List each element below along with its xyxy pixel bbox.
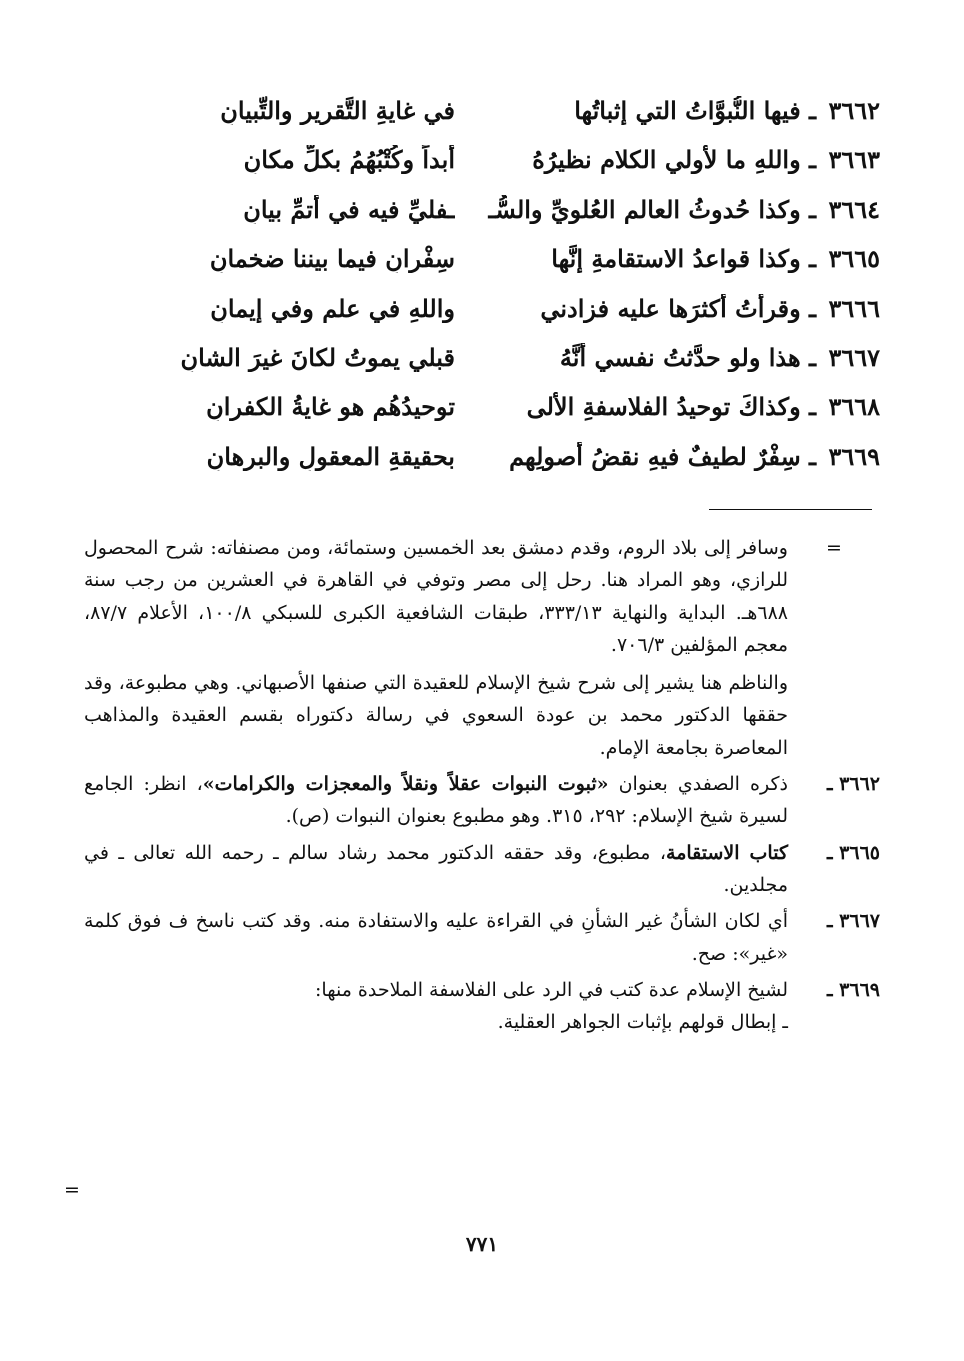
verse-first-text: وكذاكَ توحيدُ الفلاسفةِ الأُلى xyxy=(526,392,801,422)
verse-second-hemistich: واللهِ في علمٍ وفي إيمانِ xyxy=(210,293,455,323)
book-title: كتاب الاستقامة xyxy=(666,841,788,864)
verse-first-text: وكذا قواعدُ الاستقامةِ إنَّها xyxy=(551,244,801,274)
verse-number: ٣٦٦٧ xyxy=(828,342,880,372)
verse-number: ٣٦٦٩ xyxy=(828,441,880,471)
footnote-3667 xyxy=(84,905,880,970)
verse-row xyxy=(80,442,880,491)
verse-row xyxy=(80,392,880,441)
footnote-paragraph: والناظم هنا يشير إلى شرح شيخ الإسلام للعقيدة التي صنفها الأصبهاني. وهي مطبوعة، وقد حققها الدكتور محمد بن عودة السعوي في رسالة دكتوراه بقسم العقيدة والمذاهب المعاصرة بجامعة الإمام. xyxy=(84,672,788,759)
verse-second-hemistich: توحيدُهُم هو غايةُ الكفرانِ xyxy=(206,392,455,422)
verse-first-text: سِفْرٌ لطيفٌ فيهِ نقضُ أصولِهِم xyxy=(509,441,801,471)
verse-second-hemistich: بحقيقةِ المعقولِ والبرهانِ xyxy=(206,441,455,471)
verse-first-text: وقرأتُ أكثرَها عليه فزادني xyxy=(540,293,801,323)
verse-first-hemistich: ٣٦٦٤ ـ وكذا حُدوثُ العالمِ العُلويِّ والسُّـ xyxy=(488,194,880,224)
verse-number: ٣٦٦٣ xyxy=(828,145,880,175)
verse-row xyxy=(80,343,880,392)
poem-verses xyxy=(80,96,880,491)
verse-first-text: فيها النُّبوَّاتُ التي إثباتُها xyxy=(574,96,801,125)
verse-first-text: هذا ولو حدَّثتُ نفسي أنَّهُ xyxy=(559,342,801,372)
footnote-3662 xyxy=(84,768,880,833)
verse-first-text: وكذا حُدوثُ العالمِ العُلويِّ والسُّـ xyxy=(488,194,801,224)
verse-number: ٣٦٦٢ xyxy=(828,96,880,125)
verse-first-hemistich: ٣٦٦٢ ـ فيها النُّبوَّاتُ التي إثباتُها xyxy=(574,96,880,125)
footnotes xyxy=(84,532,880,1042)
footnote-text xyxy=(84,532,788,764)
verse-second-hemistich: في غايةِ التَّقريرِ والتِّبيانِ xyxy=(220,96,455,125)
verse-row xyxy=(80,195,880,244)
footnote-text-part: ، مطبوع، وقد حققه الدكتور محمد رشاد سالم ـ رحمه الله تعالى ـ في مجلدين. xyxy=(84,841,788,896)
footnote-continuation xyxy=(84,532,880,764)
verse-first-text: واللهِ ما لأولي الكلامِ نظيرُهُ xyxy=(532,145,801,175)
footnote-number: ٣٦٦٧ ـ xyxy=(826,910,880,933)
footnote-paragraph: لشيخ الإسلام عدة كتب في الرد على الفلاسفة الملاحدة منها: xyxy=(315,978,788,1001)
footnote-number: ٣٦٦٩ ـ xyxy=(826,978,880,1001)
verse-second-hemistich: ـفليِّ فيه في أتمِّ بيانِ xyxy=(243,194,455,224)
verse-first-hemistich: ٣٦٦٩ ـ سِفْرٌ لطيفٌ فيهِ نقضُ أصولِهِم xyxy=(509,441,880,471)
verse-number: ٣٦٦٤ xyxy=(828,194,880,224)
footnote-paragraph: وسافر إلى بلاد الروم، وقدم دمشق بعد الخمسين وستمائة، ومن مصنفاته: شرح المحصول للرازي، وهو المراد هنا. رحل إلى مصر وتوفي في القاهرة في العشرين من رجب سنة ٦٨٨هـ. البداية والنهاية ٣٣٣/١٣، طبقات الشافعية الكبرى للسبكي ١٠٠/٨، الأعلام ٨٧/٧، معجم المؤلفين ٧٠٦/٣. xyxy=(84,537,788,656)
verse-first-hemistich: ٣٦٦٧ ـ هذا ولو حدَّثتُ نفسي أنَّهُ xyxy=(559,342,880,372)
verse-second-hemistich: سِفْرانِ فيما بيننا ضخمانِ xyxy=(209,244,455,274)
footnote-text xyxy=(84,974,788,1039)
verse-first-hemistich: ٣٦٦٥ ـ وكذا قواعدُ الاستقامةِ إنَّها xyxy=(551,244,880,274)
verse-first-hemistich: ٣٦٦٣ ـ واللهِ ما لأولي الكلامِ نظيرُهُ xyxy=(532,145,880,175)
footnote-number: ٣٦٦٢ ـ xyxy=(826,773,880,796)
page-number: ٧٧١ xyxy=(465,1232,499,1256)
verse-first-hemistich: ٣٦٦٦ ـ وقرأتُ أكثرَها عليه فزادني xyxy=(540,293,880,323)
footnote-separator xyxy=(709,509,872,510)
continuation-mark-end: = xyxy=(64,1179,80,1201)
footnote-number: ٣٦٦٥ ـ xyxy=(826,841,880,864)
verse-row xyxy=(80,96,880,145)
verse-row xyxy=(80,244,880,293)
verse-row xyxy=(80,294,880,343)
footnote-text xyxy=(84,768,788,833)
footnote-3665 xyxy=(84,837,880,902)
footnote-text xyxy=(84,837,788,902)
book-title: «ثبوت النبوات عقلاً ونقلاً والمعجزات والكرامات» xyxy=(202,773,609,796)
footnote-text-part: ذكره الصفدي بعنوان xyxy=(608,773,788,796)
footnote-list-item: ـ إبطال قولهم بإثبات الجواهر العقلية. xyxy=(497,1011,788,1034)
verse-second-hemistich: أبداً وكُتْبُهُمُ بكلِّ مكانِ xyxy=(243,145,455,175)
verse-number: ٣٦٦٦ xyxy=(828,293,880,323)
footnote-text: أي لكان الشأنُ غير الشأنِ في القراءة عليه والاستفادة منه. وقد كتب ناسخ ف فوق كلمة «غير»: صح. xyxy=(84,910,788,965)
verse-number: ٣٦٦٨ xyxy=(828,392,880,422)
verse-second-hemistich: قبلي يموتُ لكانَ غيرَ الشانِ xyxy=(180,342,455,372)
footnote-3669 xyxy=(84,974,880,1039)
verse-number: ٣٦٦٥ xyxy=(828,244,880,274)
verse-first-hemistich: ٣٦٦٨ ـ وكذاكَ توحيدُ الفلاسفةِ الأُلى xyxy=(526,392,880,422)
continuation-mark: = xyxy=(826,537,842,559)
verse-row xyxy=(80,145,880,194)
footnote-text-part: ، انظر: الجامع لسيرة شيخ الإسلام: ٢٩٢، ٣١٥. وهو مطبوع بعنوان النبوات (ص). xyxy=(84,773,788,828)
